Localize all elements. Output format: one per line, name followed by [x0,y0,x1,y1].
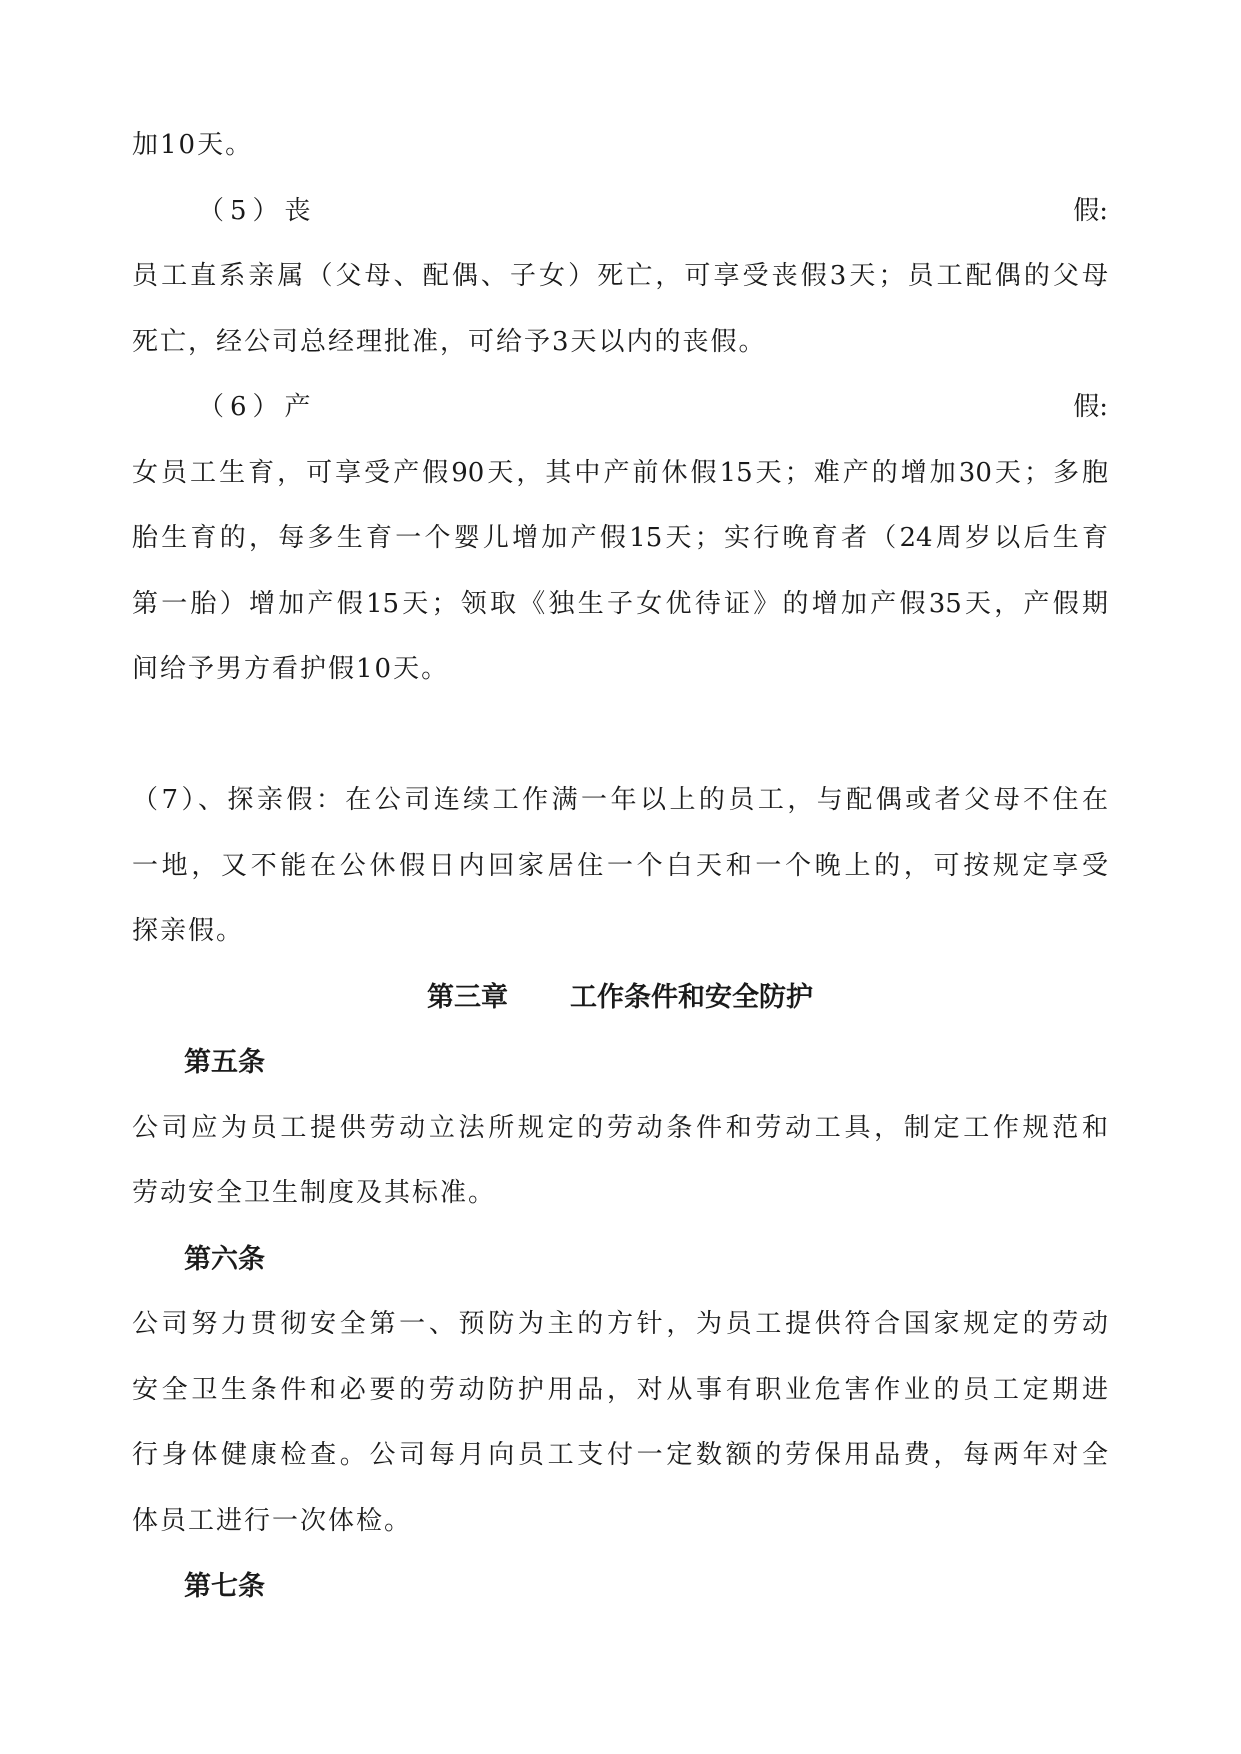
article6-line: 行身体健康检查。公司每月向员工支付一定数额的劳保用品费，每两年对全 [132,1440,1108,1470]
article6-heading: 第六条 [184,1243,265,1275]
article5-heading: 第五条 [184,1047,265,1078]
item6-heading [132,375,1108,441]
item5-heading [132,179,1108,245]
item5-label-end: 假: [1073,195,1108,226]
item6-line: 间给予男方看护假10天。 [132,654,450,684]
item6-line: 胎生育的，每多生育一个婴儿增加产假15天；实行晚育者（24周岁以后生育 [132,523,1108,553]
article6-line: 安全卫生条件和必要的劳动防护用品，对从事有职业危害作业的员工定期进 [132,1374,1108,1405]
item7-line: （7）、探亲假：在公司连续工作满一年以上的员工，与配偶或者父母不住在 [132,785,1108,815]
chapter-number: 第三章 [427,981,508,1013]
item6-label: （6）产 [198,392,317,422]
article5-line: 劳动安全卫生制度及其标准。 [132,1178,497,1208]
item5-line: 死亡，经公司总经理批准，可给予3天以内的丧假。 [132,326,767,357]
item7-line: 一地，又不能在公休假日内回家居住一个白天和一个晚上的，可按规定享受 [132,850,1108,881]
document-body [132,113,1108,1620]
article5-line: 公司应为员工提供劳动立法所规定的劳动条件和劳动工具，制定工作规范和 [132,1112,1108,1143]
item7-line: 探亲假。 [132,916,245,946]
item6-line: 第一胎）增加产假15天；领取《独生子女优待证》的增加产假35天，产假期 [132,588,1108,619]
blank-line [132,703,1108,769]
item5-label: （5）丧 [198,195,317,226]
article7-heading: 第七条 [184,1571,265,1602]
paragraph-continuation-line: 加10天。 [132,130,254,160]
item6-line: 女员工生育，可享受产假90天，其中产前休假15天；难产的增加30天；多胞 [132,457,1108,488]
item6-label-end: 假: [1073,392,1108,422]
article6-line: 体员工进行一次体检。 [132,1505,413,1536]
item5-line: 员工直系亲属（父母、配偶、子女）死亡，可享受丧假3天；员工配偶的父母 [132,261,1108,291]
article6-line: 公司努力贯彻安全第一、预防为主的方针，为员工提供符合国家规定的劳动 [132,1309,1108,1339]
chapter-title: 工作条件和安全防护 [570,981,813,1013]
chapter-heading [132,965,1108,1031]
